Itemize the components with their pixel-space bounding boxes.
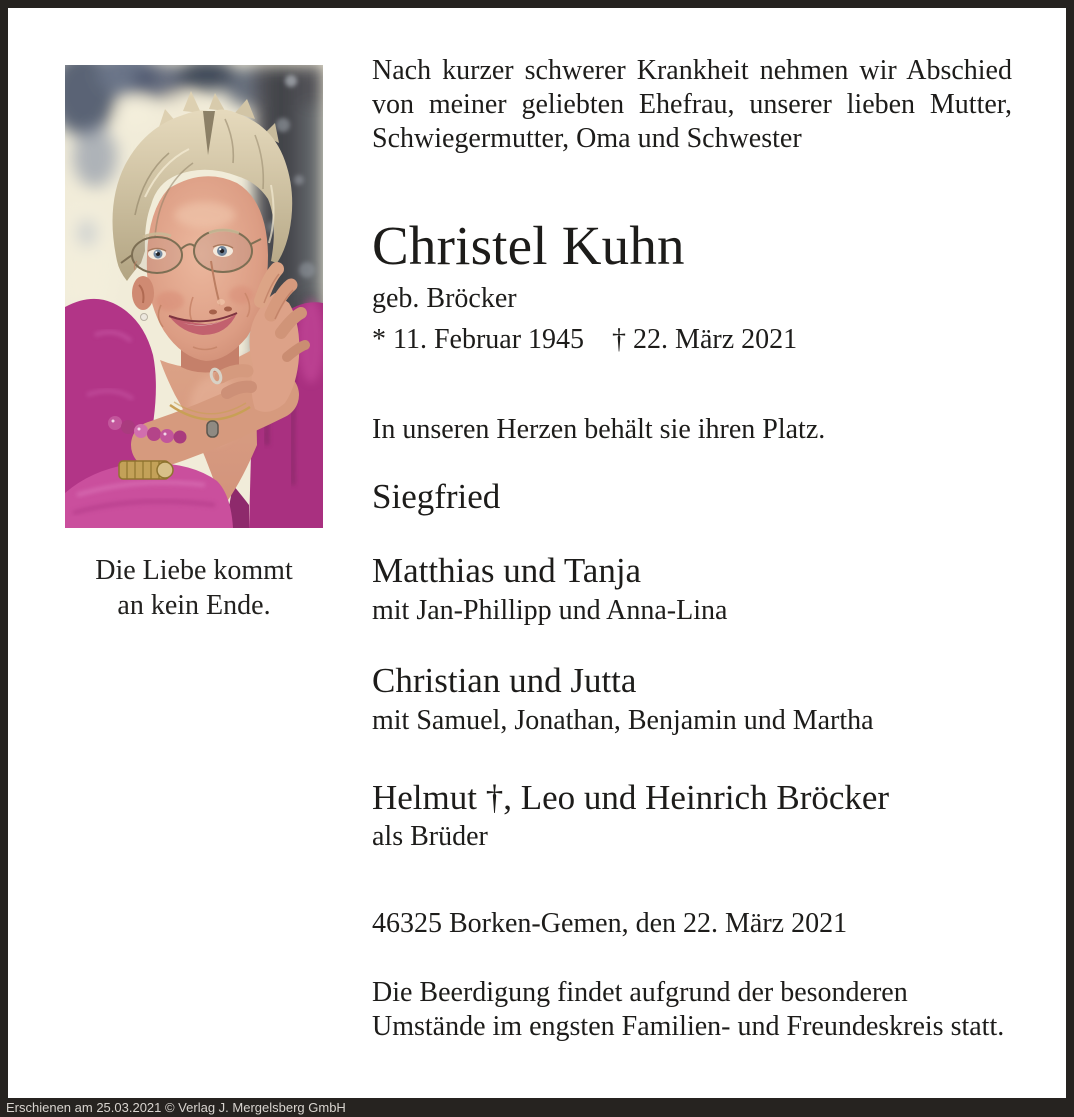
wristwatch (119, 461, 173, 479)
mourner-sub-3: mit Samuel, Jonathan, Benjamin und Martha (372, 705, 874, 736)
maiden-name: geb. Bröcker (372, 283, 517, 314)
closing-line-1: Die Beerdigung findet aufgrund der besonderen (372, 977, 908, 1008)
mourner-name-1: Siegfried (372, 477, 501, 516)
mourner-name-3: Christian und Jutta (372, 661, 637, 700)
mourner-name-4: Helmut †, Leo und Heinrich Bröcker (372, 778, 890, 817)
life-dates (372, 323, 1012, 357)
pearl-earring (141, 314, 148, 321)
portrait-illustration (65, 65, 323, 528)
portrait-photo (65, 65, 323, 528)
deceased-name: Christel Kuhn (372, 215, 685, 276)
mourner-name-2: Matthias und Tanja (372, 551, 642, 590)
caption-line-1: Die Liebe kommt (95, 555, 293, 586)
mourner-sub-4: als Brüder (372, 821, 488, 852)
pendant (207, 421, 218, 437)
motto-line: In unseren Herzen behält sie ihren Platz. (372, 414, 826, 445)
intro-line-3: Schwiegermutter, Oma und Schwester (372, 123, 802, 154)
death-date: † 22. März 2021 (612, 324, 798, 355)
publisher-footer (0, 1098, 1074, 1117)
intro-line-1: Nach kurzer schwerer Krankheit nehmen wir Abschied (372, 55, 1012, 86)
place-date-line: 46325 Borken-Gemen, den 22. März 2021 (372, 908, 848, 939)
birth-date: * 11. Februar 1945 (372, 324, 585, 355)
obituary-card (8, 8, 1066, 1098)
closing-line-2: Umstände im engsten Familien- und Freundeskreis statt. (372, 1011, 1005, 1042)
mourner-sub-2: mit Jan-Phillipp und Anna-Lina (372, 595, 728, 626)
publisher-footer-text: Erschienen am 25.03.2021 © Verlag J. Mergelsberg GmbH (6, 1100, 346, 1115)
closing-note (372, 976, 1012, 1044)
intro-paragraph (372, 54, 1012, 156)
intro-line-2: von meiner geliebten Ehefrau, unserer lieben Mutter, (372, 89, 1012, 120)
photo-caption (45, 553, 343, 623)
caption-line-2: an kein Ende. (117, 590, 271, 621)
